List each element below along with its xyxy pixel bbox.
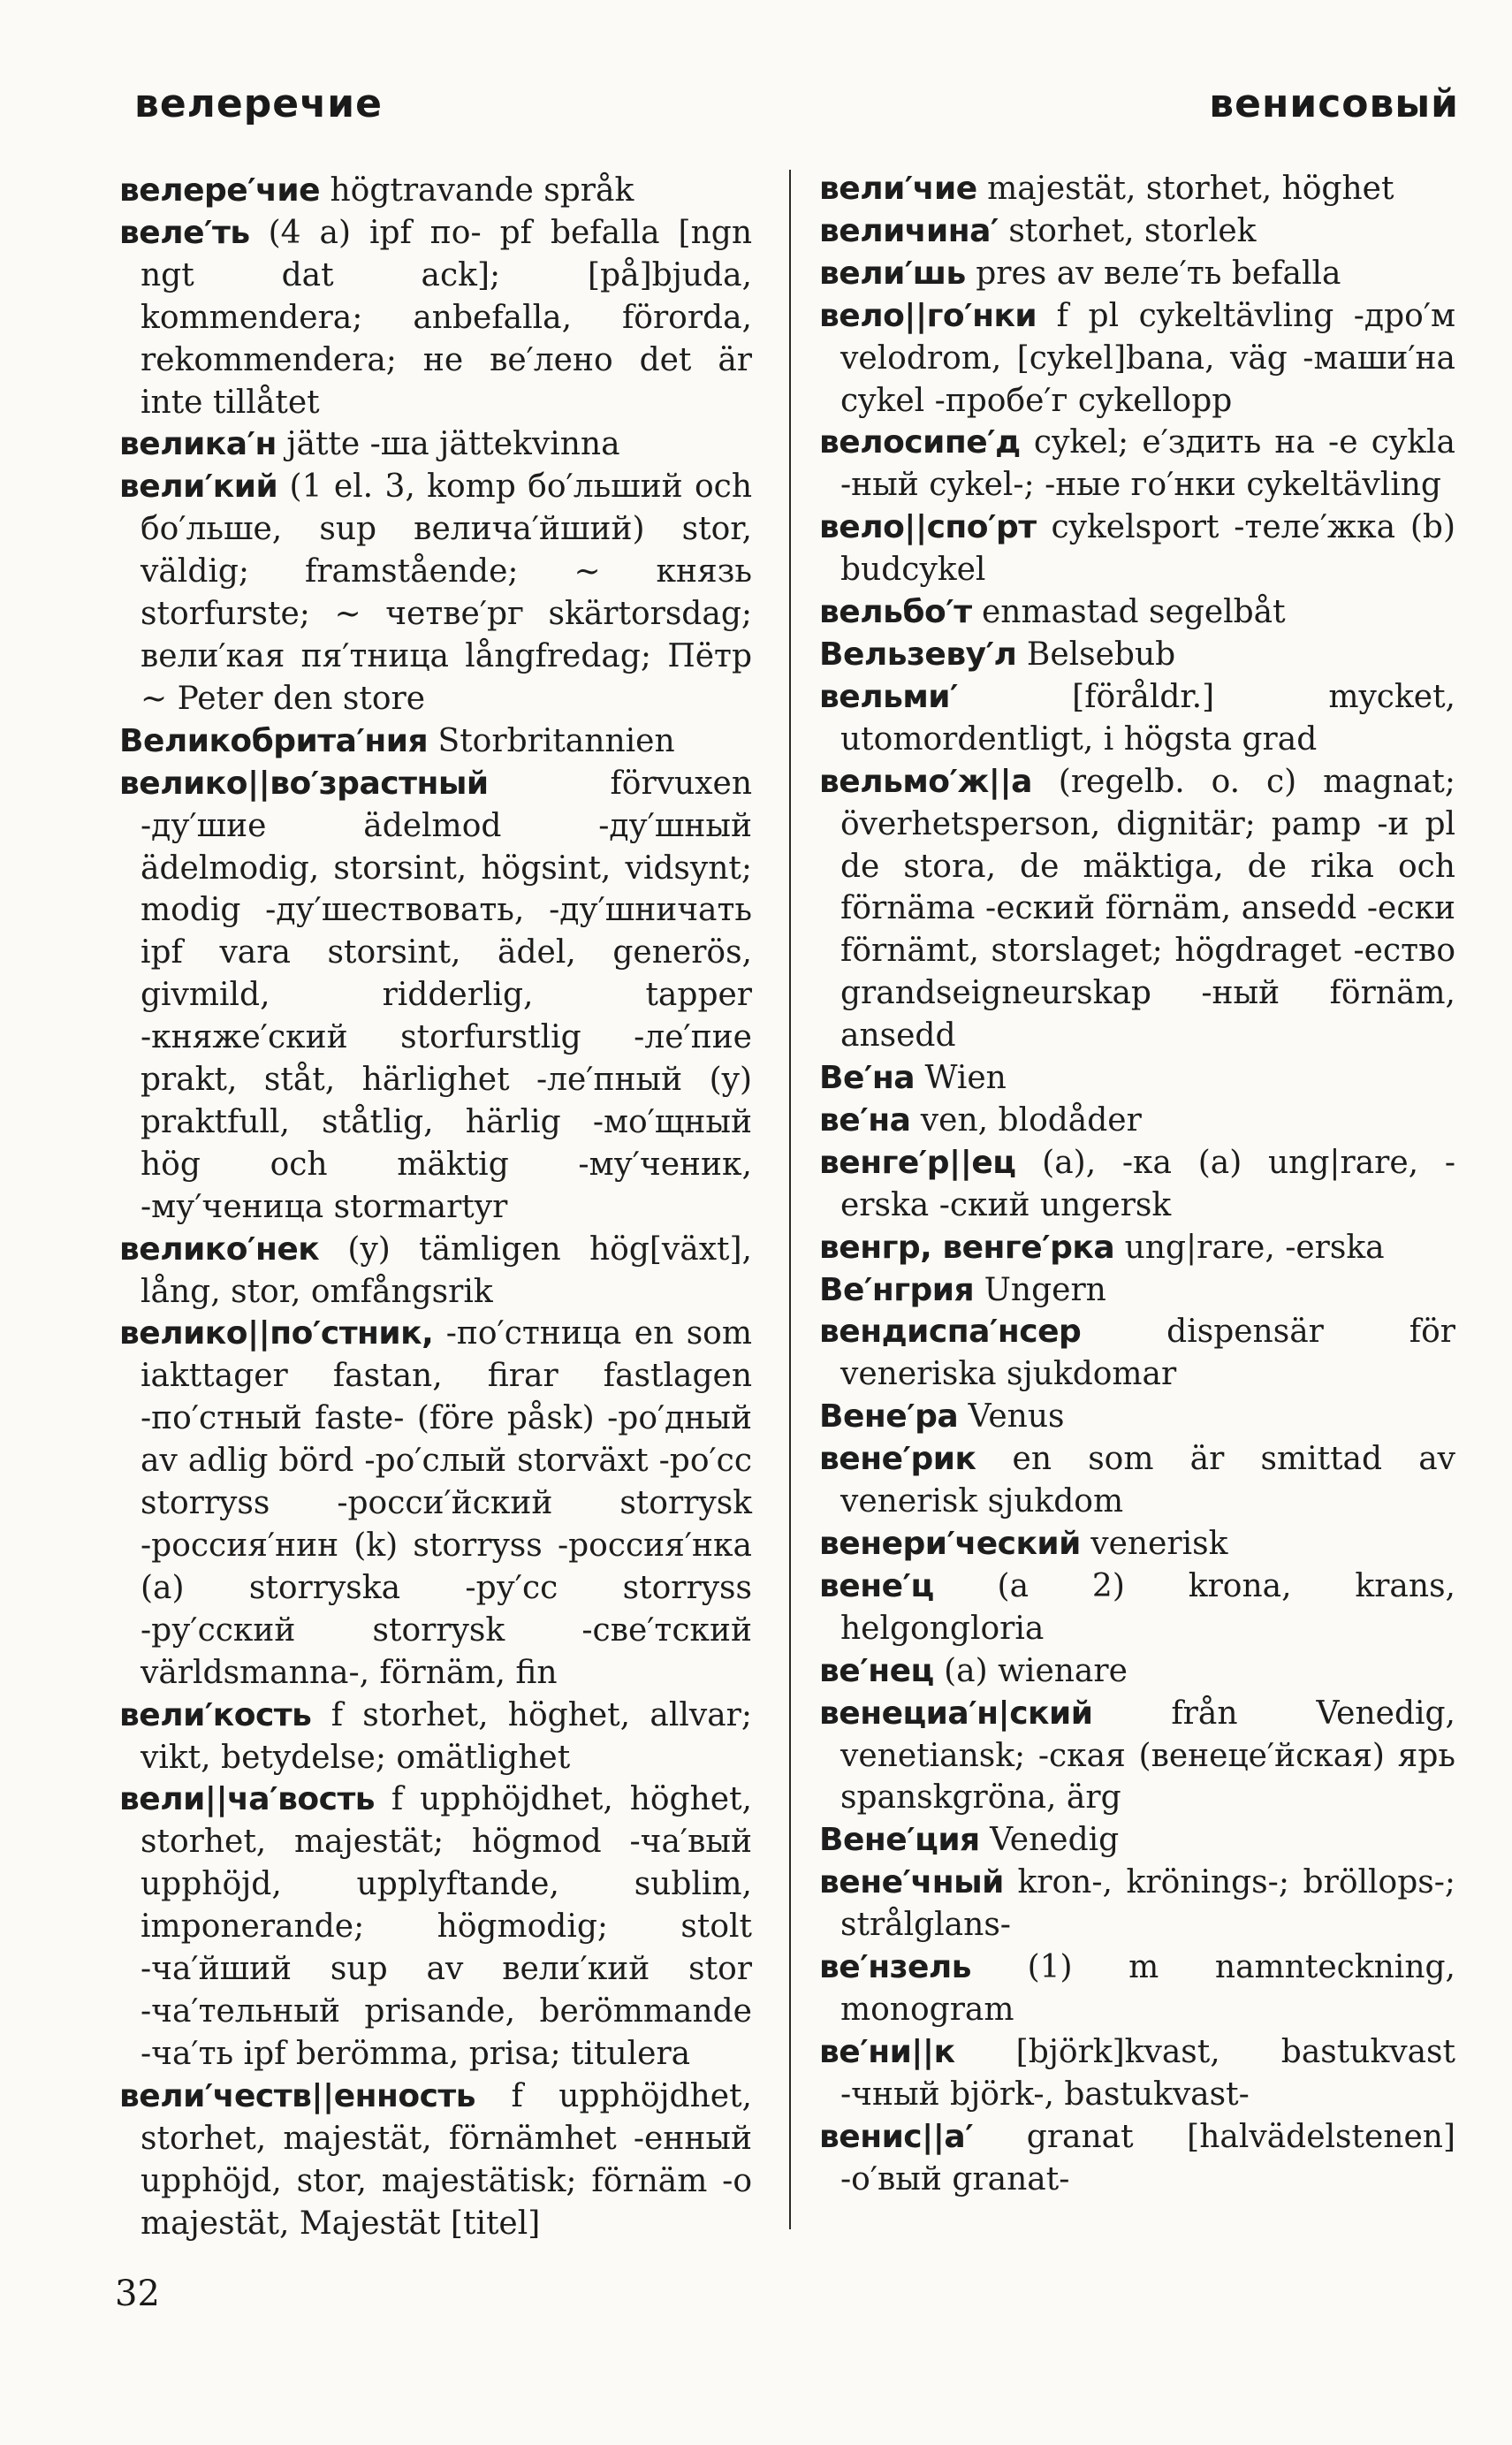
headword: ве′на bbox=[819, 1101, 911, 1139]
definition: -по′стница en som iakttager fastan, firar fastlagen -по′стный faste- (före påsk) -ро′дный av adlig börd -ро′слый storväxt -ро′сс storryss -росси′йский storrysk -россия′нин (k) storryss -россия′нка (a) storryska -ру′сс storryss -ру′сский storrysk -све′тский världsmanna-, förnäm, fin bbox=[141, 1315, 752, 1691]
headword: ве′ни||к bbox=[819, 2033, 955, 2070]
definition: kron-, krönings-; bröllops-; strålglans- bbox=[840, 1864, 1455, 1944]
definition: (a 2) krona, krans, helgongloria bbox=[840, 1567, 1455, 1647]
dictionary-entry bbox=[119, 170, 752, 212]
definition: förvuxen -ду′шие ädelmod -ду′шный ädelmodig, storsint, högsint, vidsynt; modig -ду′шествовать, -ду′шничать ipf vara storsint, ädel, generös, givmild, ridderlig, tapper -княже′ский storfurstlig -ле′пие prakt, ståt, härlighet -ле′пный (y) praktfull, ståtlig, härlig -мо′щный hög och mäktig -му′ченик, -му′ченица stormartyr bbox=[141, 765, 752, 1225]
headword: веле′ть bbox=[119, 214, 250, 251]
definition: Venus bbox=[958, 1398, 1065, 1436]
headword: велика′н bbox=[119, 426, 277, 463]
headword: вельми′ bbox=[819, 678, 958, 715]
dictionary-entry bbox=[119, 466, 752, 720]
headword: велосипе′д bbox=[819, 424, 1021, 461]
definition: en som är smittad av venerisk sjukdom bbox=[840, 1441, 1455, 1520]
dictionary-entry bbox=[819, 1057, 1455, 1100]
definition: cykel; е′здить на -е cykla -ный cykel-; -ные го′нки cykeltävling bbox=[840, 424, 1455, 504]
definition: pres av веле′ть befalla bbox=[965, 255, 1341, 292]
headword: Вельзеву′л bbox=[819, 636, 1017, 673]
definition: (1 el. 3, komp бо′льший och бо′льше, sup велича′йший) stor, väldig; framstående; ~ князь storfurste; ~ четве′рг skärtorsdag; вели′кая пя′тница långfredag; Пётр ~ Peter den store bbox=[141, 468, 752, 717]
definition: dispensär för veneriska sjukdomar bbox=[840, 1314, 1455, 1393]
definition: (a) wienare bbox=[933, 1652, 1128, 1689]
dictionary-entry bbox=[119, 212, 752, 424]
headword: венгр, венге′рка bbox=[819, 1229, 1115, 1266]
dictionary-entry bbox=[119, 423, 752, 466]
headword: венис||а′ bbox=[819, 2118, 974, 2155]
dictionary-entry bbox=[819, 1396, 1455, 1438]
column-divider bbox=[789, 170, 791, 2229]
dictionary-entry bbox=[119, 1229, 752, 1314]
dictionary-entry bbox=[819, 1227, 1455, 1269]
dictionary-entry bbox=[119, 1695, 752, 1779]
definition: Venedig bbox=[979, 1822, 1120, 1859]
definition: storhet, storlek bbox=[998, 212, 1257, 249]
running-head-right: венисовый bbox=[1209, 81, 1459, 126]
headword: велико′нек bbox=[119, 1230, 320, 1268]
dictionary-entry bbox=[819, 1523, 1455, 1565]
dictionary-entry bbox=[819, 1269, 1455, 1312]
right-column bbox=[819, 168, 1455, 2201]
definition: (regelb. o. c) magnat; överhetsperson, dignitär; pamp -и pl de stora, de mäktiga, de rika och förnäma -еский förnäm, ansedd -ески förnämt, storslaget; högdraget -ество grandseigneurskap -ный förnäm, ansedd bbox=[840, 763, 1455, 1055]
headword: Вене′ра bbox=[819, 1398, 959, 1436]
headword: велико||во′зрастный bbox=[119, 765, 489, 802]
left-column bbox=[119, 170, 752, 2244]
definition: f upphöjdhet, storhet, majestät, förnämhet -енный upphöjd, stor, majestätisk; förnäm -о majestät, Majestät [titel] bbox=[141, 2077, 752, 2242]
headword: вене′чный bbox=[819, 1864, 1004, 1901]
dictionary-entry bbox=[819, 168, 1455, 210]
dictionary-entry bbox=[119, 1313, 752, 1694]
headword: вельбо′т bbox=[819, 594, 972, 631]
definition: majestät, storhet, höghet bbox=[976, 171, 1394, 207]
headword: венге′р||ец bbox=[819, 1144, 1016, 1181]
definition: Belsebub bbox=[1016, 636, 1176, 673]
dictionary-entry bbox=[819, 1100, 1455, 1142]
definition: [björk]kvast, bastukvast -чный björk-, bastukvast- bbox=[840, 2033, 1455, 2113]
definition: (y) tämligen hög[växt], lång, stor, omfångsrik bbox=[141, 1230, 752, 1310]
dictionary-entry bbox=[819, 1693, 1455, 1820]
headword: вели′кость bbox=[119, 1696, 312, 1733]
headword: венециа′н|ский bbox=[819, 1695, 1093, 1732]
definition: [föråldr.] mycket, utomordentligt, i högsta grad bbox=[840, 678, 1455, 758]
dictionary-entry bbox=[819, 2116, 1455, 2201]
dictionary-entry bbox=[819, 1819, 1455, 1862]
definition: ven, blodåder bbox=[910, 1101, 1142, 1139]
dictionary-entry bbox=[819, 1311, 1455, 1396]
headword: вело||го′нки bbox=[819, 297, 1037, 334]
definition: f storhet, höghet, allvar; vikt, betydelse; omätlighet bbox=[141, 1696, 752, 1776]
dictionary-entry bbox=[819, 253, 1455, 295]
definition: Ungern bbox=[974, 1271, 1106, 1308]
dictionary-entry bbox=[819, 507, 1455, 591]
definition: granat [halvädelstenen] -о′вый granat- bbox=[840, 2118, 1455, 2197]
headword: вели′кий bbox=[119, 468, 278, 506]
dictionary-entry bbox=[819, 1438, 1455, 1523]
dictionary-entry bbox=[119, 2076, 752, 2245]
headword: Вене′ция bbox=[819, 1822, 980, 1859]
definition: Storbritannien bbox=[428, 722, 675, 759]
running-head-left: велеречие bbox=[134, 81, 383, 126]
headword: Ве′на bbox=[819, 1060, 916, 1097]
headword: вене′ц bbox=[819, 1567, 934, 1604]
dictionary-entry bbox=[819, 422, 1455, 507]
headword: Ве′нгрия bbox=[819, 1271, 975, 1308]
definition: ung|rare, -erska bbox=[1114, 1229, 1385, 1266]
dictionary-entry bbox=[819, 1565, 1455, 1650]
definition: jätte -ша jättekvinna bbox=[276, 426, 620, 463]
dictionary-entry bbox=[819, 1650, 1455, 1693]
headword: ве′нец bbox=[819, 1652, 934, 1689]
definition: f upphöjdhet, höghet, storhet, majestät; högmod -ча′вый upphöjd, upplyftande, sublim, imponerande; högmodig; stolt -ча′йший sup av вели′кий stor -ча′тельный prisande, berömmande -ча′ть ipf berömma, prisa; titulera bbox=[141, 1781, 752, 2072]
dictionary-entry bbox=[819, 1862, 1455, 1946]
headword: вело||спо′рт bbox=[819, 509, 1037, 546]
dictionary-entry bbox=[819, 591, 1455, 634]
dictionary-entry bbox=[819, 210, 1455, 253]
definition: från Venedig, venetiansk; -ская (венеце′йская) ярь spanskgröna, ärg bbox=[840, 1695, 1455, 1817]
dictionary-entry bbox=[119, 763, 752, 1229]
headword: вендиспа′нсер bbox=[819, 1314, 1082, 1351]
headword: вельмо′ж||а bbox=[819, 763, 1032, 800]
headword: Великобрита′ния bbox=[119, 722, 429, 759]
dictionary-entry bbox=[819, 1946, 1455, 2031]
headword: вели′шь bbox=[819, 255, 966, 292]
dictionary-entry bbox=[819, 1142, 1455, 1227]
dictionary-entry bbox=[119, 720, 752, 763]
headword: вели′честв||енность bbox=[119, 2077, 476, 2114]
definition: enmastad segelbåt bbox=[971, 594, 1286, 631]
dictionary-entry bbox=[819, 761, 1455, 1057]
headword: величина′ bbox=[819, 212, 999, 249]
dictionary-entry bbox=[819, 295, 1455, 423]
headword: венери′ческий bbox=[819, 1526, 1081, 1562]
headword: велико||по′стник, bbox=[119, 1315, 434, 1352]
headword: вели||ча′вость bbox=[119, 1781, 376, 1818]
definition: (1) m namnteckning, monogram bbox=[840, 1949, 1455, 2028]
dictionary-entry bbox=[819, 2031, 1455, 2116]
headword: вели′чие bbox=[819, 171, 977, 207]
dictionary-entry bbox=[819, 634, 1455, 676]
headword: вене′рик bbox=[819, 1441, 976, 1478]
dictionary-entry bbox=[819, 676, 1455, 761]
page-number: 32 bbox=[115, 2274, 160, 2314]
definition: venerisk bbox=[1080, 1526, 1228, 1562]
definition: högtravande språk bbox=[320, 172, 634, 209]
definition: (4 a) ipf по- pf befalla [ngn ngt dat ack]; [på]bjuda, kommendera; anbefalla, förorda, rekommendera; не ве′лено det är inte tillåtet bbox=[141, 214, 752, 421]
definition: f pl cykeltävling -дро′м velodrom, [cykel]bana, väg -маши′на cykel -пробе′г cykellopp bbox=[840, 297, 1455, 419]
headword: ве′нзель bbox=[819, 1949, 972, 1986]
definition: Wien bbox=[915, 1060, 1007, 1097]
definition: cykelsport -теле′жка (b) budcykel bbox=[840, 509, 1455, 589]
definition: (a), -ка (a) ung|rare, -erska -ский ungersk bbox=[840, 1144, 1455, 1223]
headword: велере′чие bbox=[119, 172, 321, 209]
dictionary-entry bbox=[119, 1779, 752, 2075]
